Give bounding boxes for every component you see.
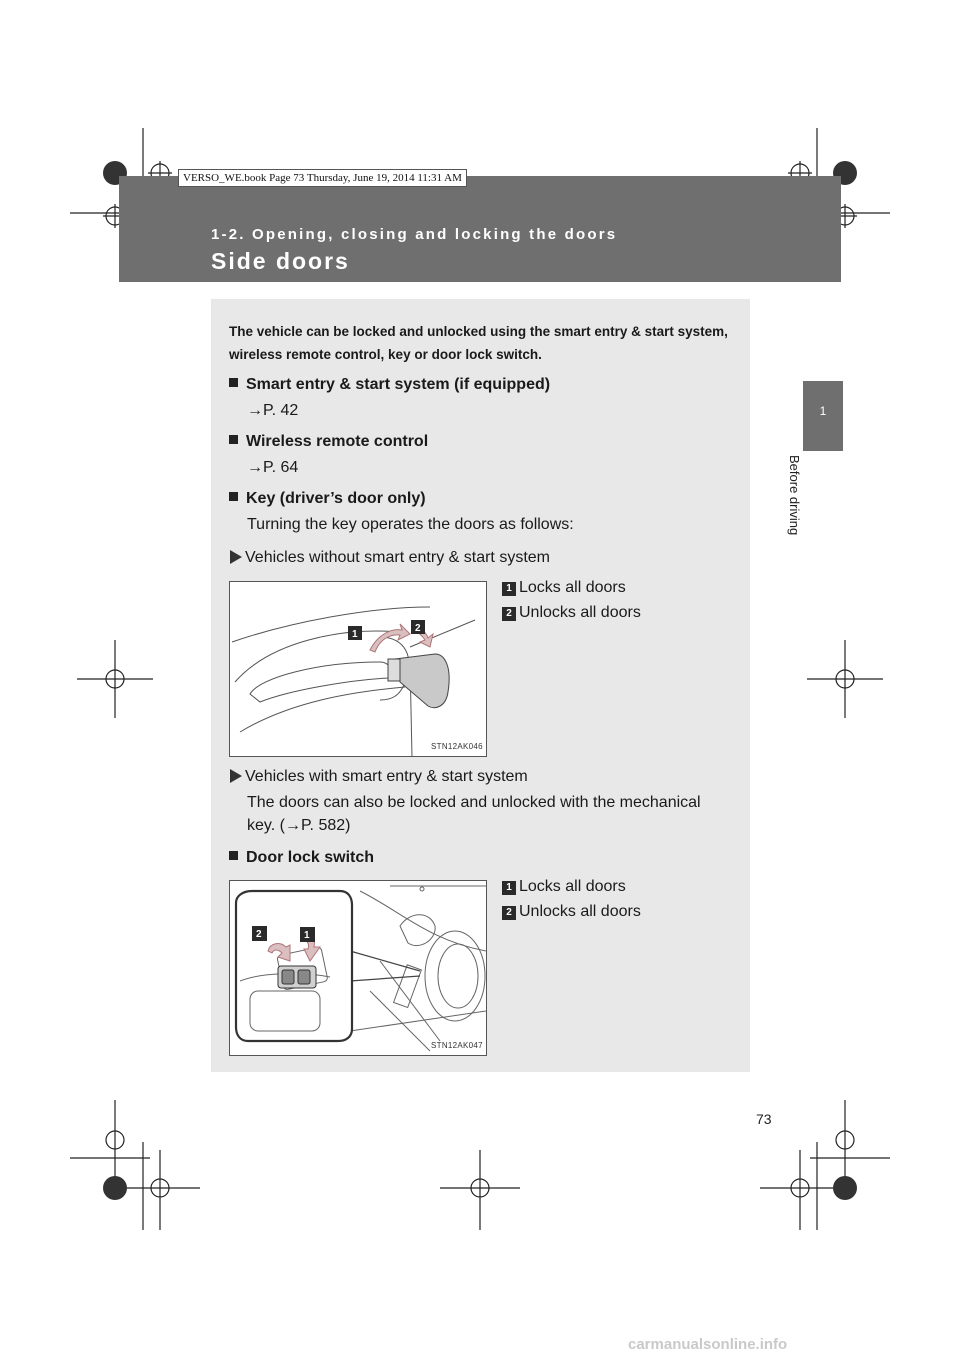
legend-switch-1: 1 Locks all doors	[502, 877, 626, 897]
section-switch-title: Door lock switch	[229, 848, 374, 868]
square-bullet-icon	[229, 378, 238, 387]
book-stamp: VERSO_WE.book Page 73 Thursday, June 19, 2014 11:31 AM	[178, 169, 467, 187]
square-bullet-icon	[229, 435, 238, 444]
callout-2: 2	[415, 623, 421, 634]
arrow-icon: →	[247, 402, 263, 419]
page-title: Side doors	[211, 248, 350, 274]
number-badge: 1	[502, 881, 516, 895]
triangle-bullet-icon	[230, 769, 242, 783]
door-lock-switch-illustration	[229, 880, 487, 1056]
callout-2: 2	[256, 929, 262, 940]
intro-text: The vehicle can be locked and unlocked using the smart entry & start system, wireless remote control, key or door lock switch.	[229, 324, 728, 362]
number-badge: 2	[502, 906, 516, 920]
legend-key-1: 1 Locks all doors	[502, 578, 626, 598]
with-smart-text-2: key. (→P. 582)	[247, 817, 351, 834]
watermark: carmanualsonline.info	[628, 1336, 788, 1353]
section-key-title: Key (driver’s door only)	[229, 489, 426, 509]
mechanical-key-ref[interactable]: P. 582)	[300, 817, 351, 834]
door-handle-key-drawing	[230, 582, 486, 756]
with-smart-heading: Vehicles with smart entry & start system	[230, 767, 528, 787]
figure-code: STN12AK047	[431, 1041, 483, 1050]
with-smart-text-1: The doors can also be locked and unlocked with the mechanical	[247, 794, 701, 811]
chapter-tab-label: Before driving	[787, 455, 802, 536]
number-badge: 2	[502, 607, 516, 621]
section-wireless-title: Wireless remote control	[229, 432, 428, 452]
key-door-illustration	[229, 581, 487, 757]
number-badge: 1	[502, 582, 516, 596]
smart-entry-ref[interactable]: →P. 42	[247, 402, 299, 419]
arrow-icon: →	[247, 459, 263, 476]
section-smart-entry-title: Smart entry & start system (if equipped)	[229, 375, 550, 395]
page-number: 73	[756, 1111, 772, 1127]
arrow-icon: →	[284, 817, 301, 834]
square-bullet-icon	[229, 851, 238, 860]
square-bullet-icon	[229, 492, 238, 501]
legend-switch-2: 2 Unlocks all doors	[502, 902, 641, 922]
section-label: 1-2. Opening, closing and locking the doors	[211, 226, 618, 243]
wireless-ref[interactable]: →P. 64	[247, 459, 299, 476]
callout-1: 1	[304, 930, 310, 941]
figure-code: STN12AK046	[431, 742, 483, 751]
without-smart-heading: Vehicles without smart entry & start system	[230, 548, 550, 568]
chapter-tab-number: 1	[819, 404, 827, 418]
triangle-bullet-icon	[230, 550, 242, 564]
key-text: Turning the key operates the doors as follows:	[247, 516, 574, 533]
door-lock-switch-drawing	[230, 881, 486, 1055]
callout-1: 1	[352, 629, 358, 640]
legend-key-2: 2 Unlocks all doors	[502, 603, 641, 623]
